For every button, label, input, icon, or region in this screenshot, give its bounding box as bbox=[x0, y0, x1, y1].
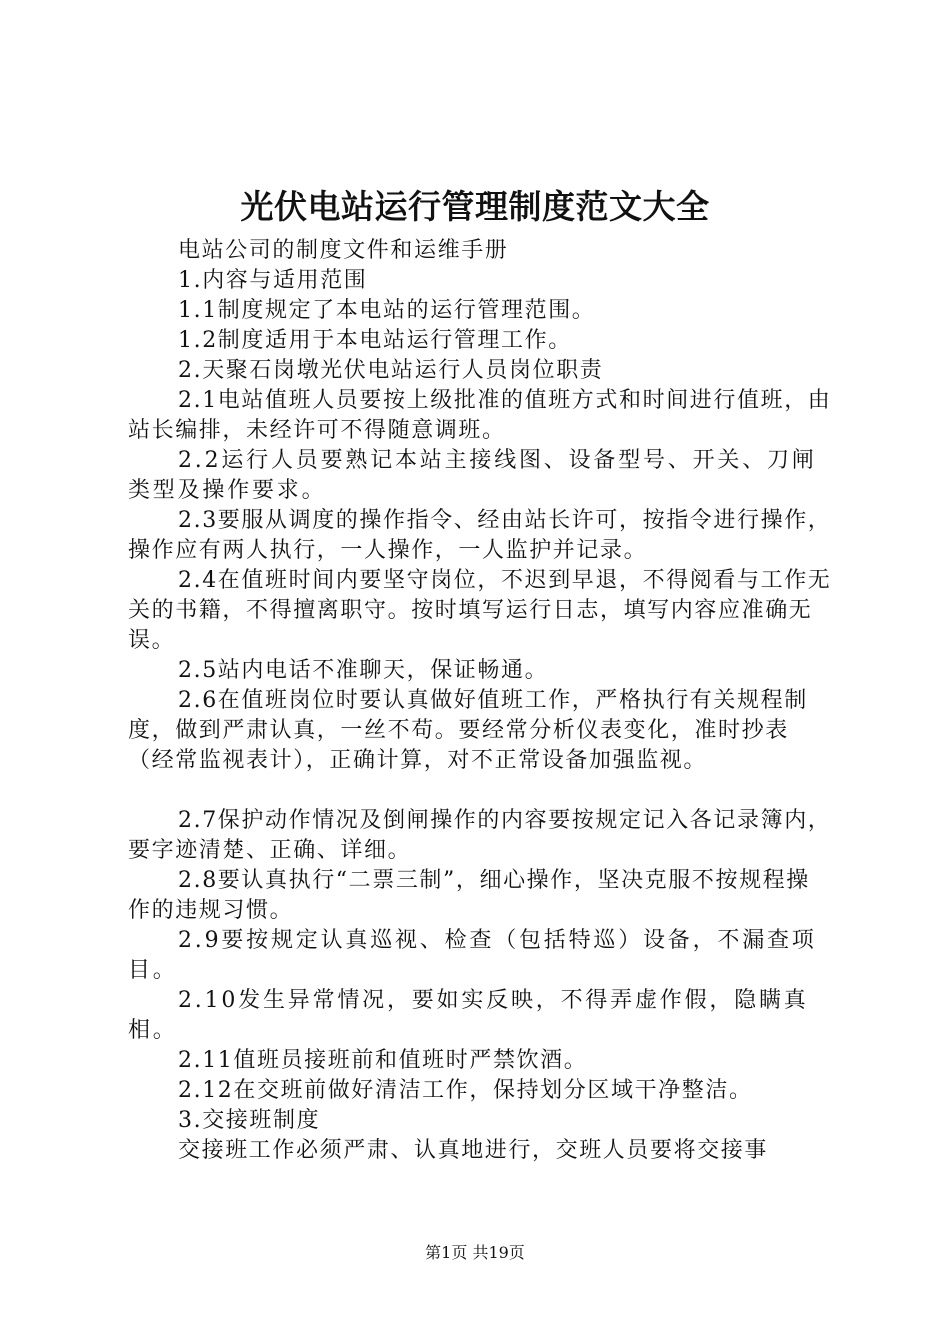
paragraph: 2.1电站值班人员要按上级批准的值班方式和时间进行值班，由站长编排，未经许可不得随意调班。 bbox=[128, 388, 832, 443]
paragraph: 电站公司的制度文件和运维手册 bbox=[178, 238, 509, 263]
paragraph: 2.2运行人员要熟记本站主接线图、设备型号、开关、刀闸类型及操作要求。 bbox=[128, 448, 817, 503]
section-heading: 3.交接班制度 bbox=[178, 1108, 321, 1133]
paragraph: 2.3要服从调度的操作指令、经由站长许可，按指令进行操作，操作应有两人执行，一人操作，一人监护并记录。 bbox=[128, 508, 832, 563]
paragraph: 2.8要认真执行“二票三制”，细心操作，坚决克服不按规程操作的违规习惯。 bbox=[128, 868, 810, 923]
paragraph: 2.12在交班前做好清洁工作，保持划分区域干净整洁。 bbox=[178, 1078, 753, 1103]
document-title: 光伏电站运行管理制度范文大全 bbox=[240, 187, 710, 226]
paragraph: 2.6在值班岗位时要认真做好值班工作，严格执行有关规程制度，做到严肃认真，一丝不苟。要经常分析仪表变化，准时抄表（经常监视表计），正确计算，对不正常设备加强监视。 bbox=[128, 688, 808, 773]
paragraph: 2.11值班员接班前和值班时严禁饮酒。 bbox=[178, 1048, 588, 1073]
paragraph: 交接班工作必须严肃、认真地进行，交班人员要将交接事 bbox=[178, 1138, 769, 1163]
page-number-footer: 第1页 共19页 bbox=[425, 1243, 525, 1262]
section-heading: 1.内容与适用范围 bbox=[178, 268, 368, 293]
paragraph: 2.9要按规定认真巡视、检查（包括特巡）设备，不漏查项目。 bbox=[128, 928, 817, 983]
section-heading: 2.天聚石岗墩光伏电站运行人员岗位职责 bbox=[178, 358, 604, 383]
document-body bbox=[128, 236, 833, 1166]
paragraph: 1.2制度适用于本电站运行管理工作。 bbox=[178, 328, 572, 353]
paragraph: 2.5站内电话不准聊天，保证畅通。 bbox=[178, 658, 549, 683]
paragraph-gap bbox=[128, 776, 833, 806]
paragraph: 1.1制度规定了本电站的运行管理范围。 bbox=[178, 298, 596, 323]
paragraph: 2.10发生异常情况，要如实反映，不得弄虚作假，隐瞒真相。 bbox=[128, 988, 809, 1043]
paragraph: 2.4在值班时间内要坚守岗位，不迟到早退，不得阅看与工作无关的书籍，不得擅离职守。按时填写运行日志，填写内容应准确无误。 bbox=[128, 568, 832, 653]
paragraph: 2.7保护动作情况及倒闸操作的内容要按规定记入各记录簿内，要字迹清楚、正确、详细。 bbox=[128, 808, 832, 863]
